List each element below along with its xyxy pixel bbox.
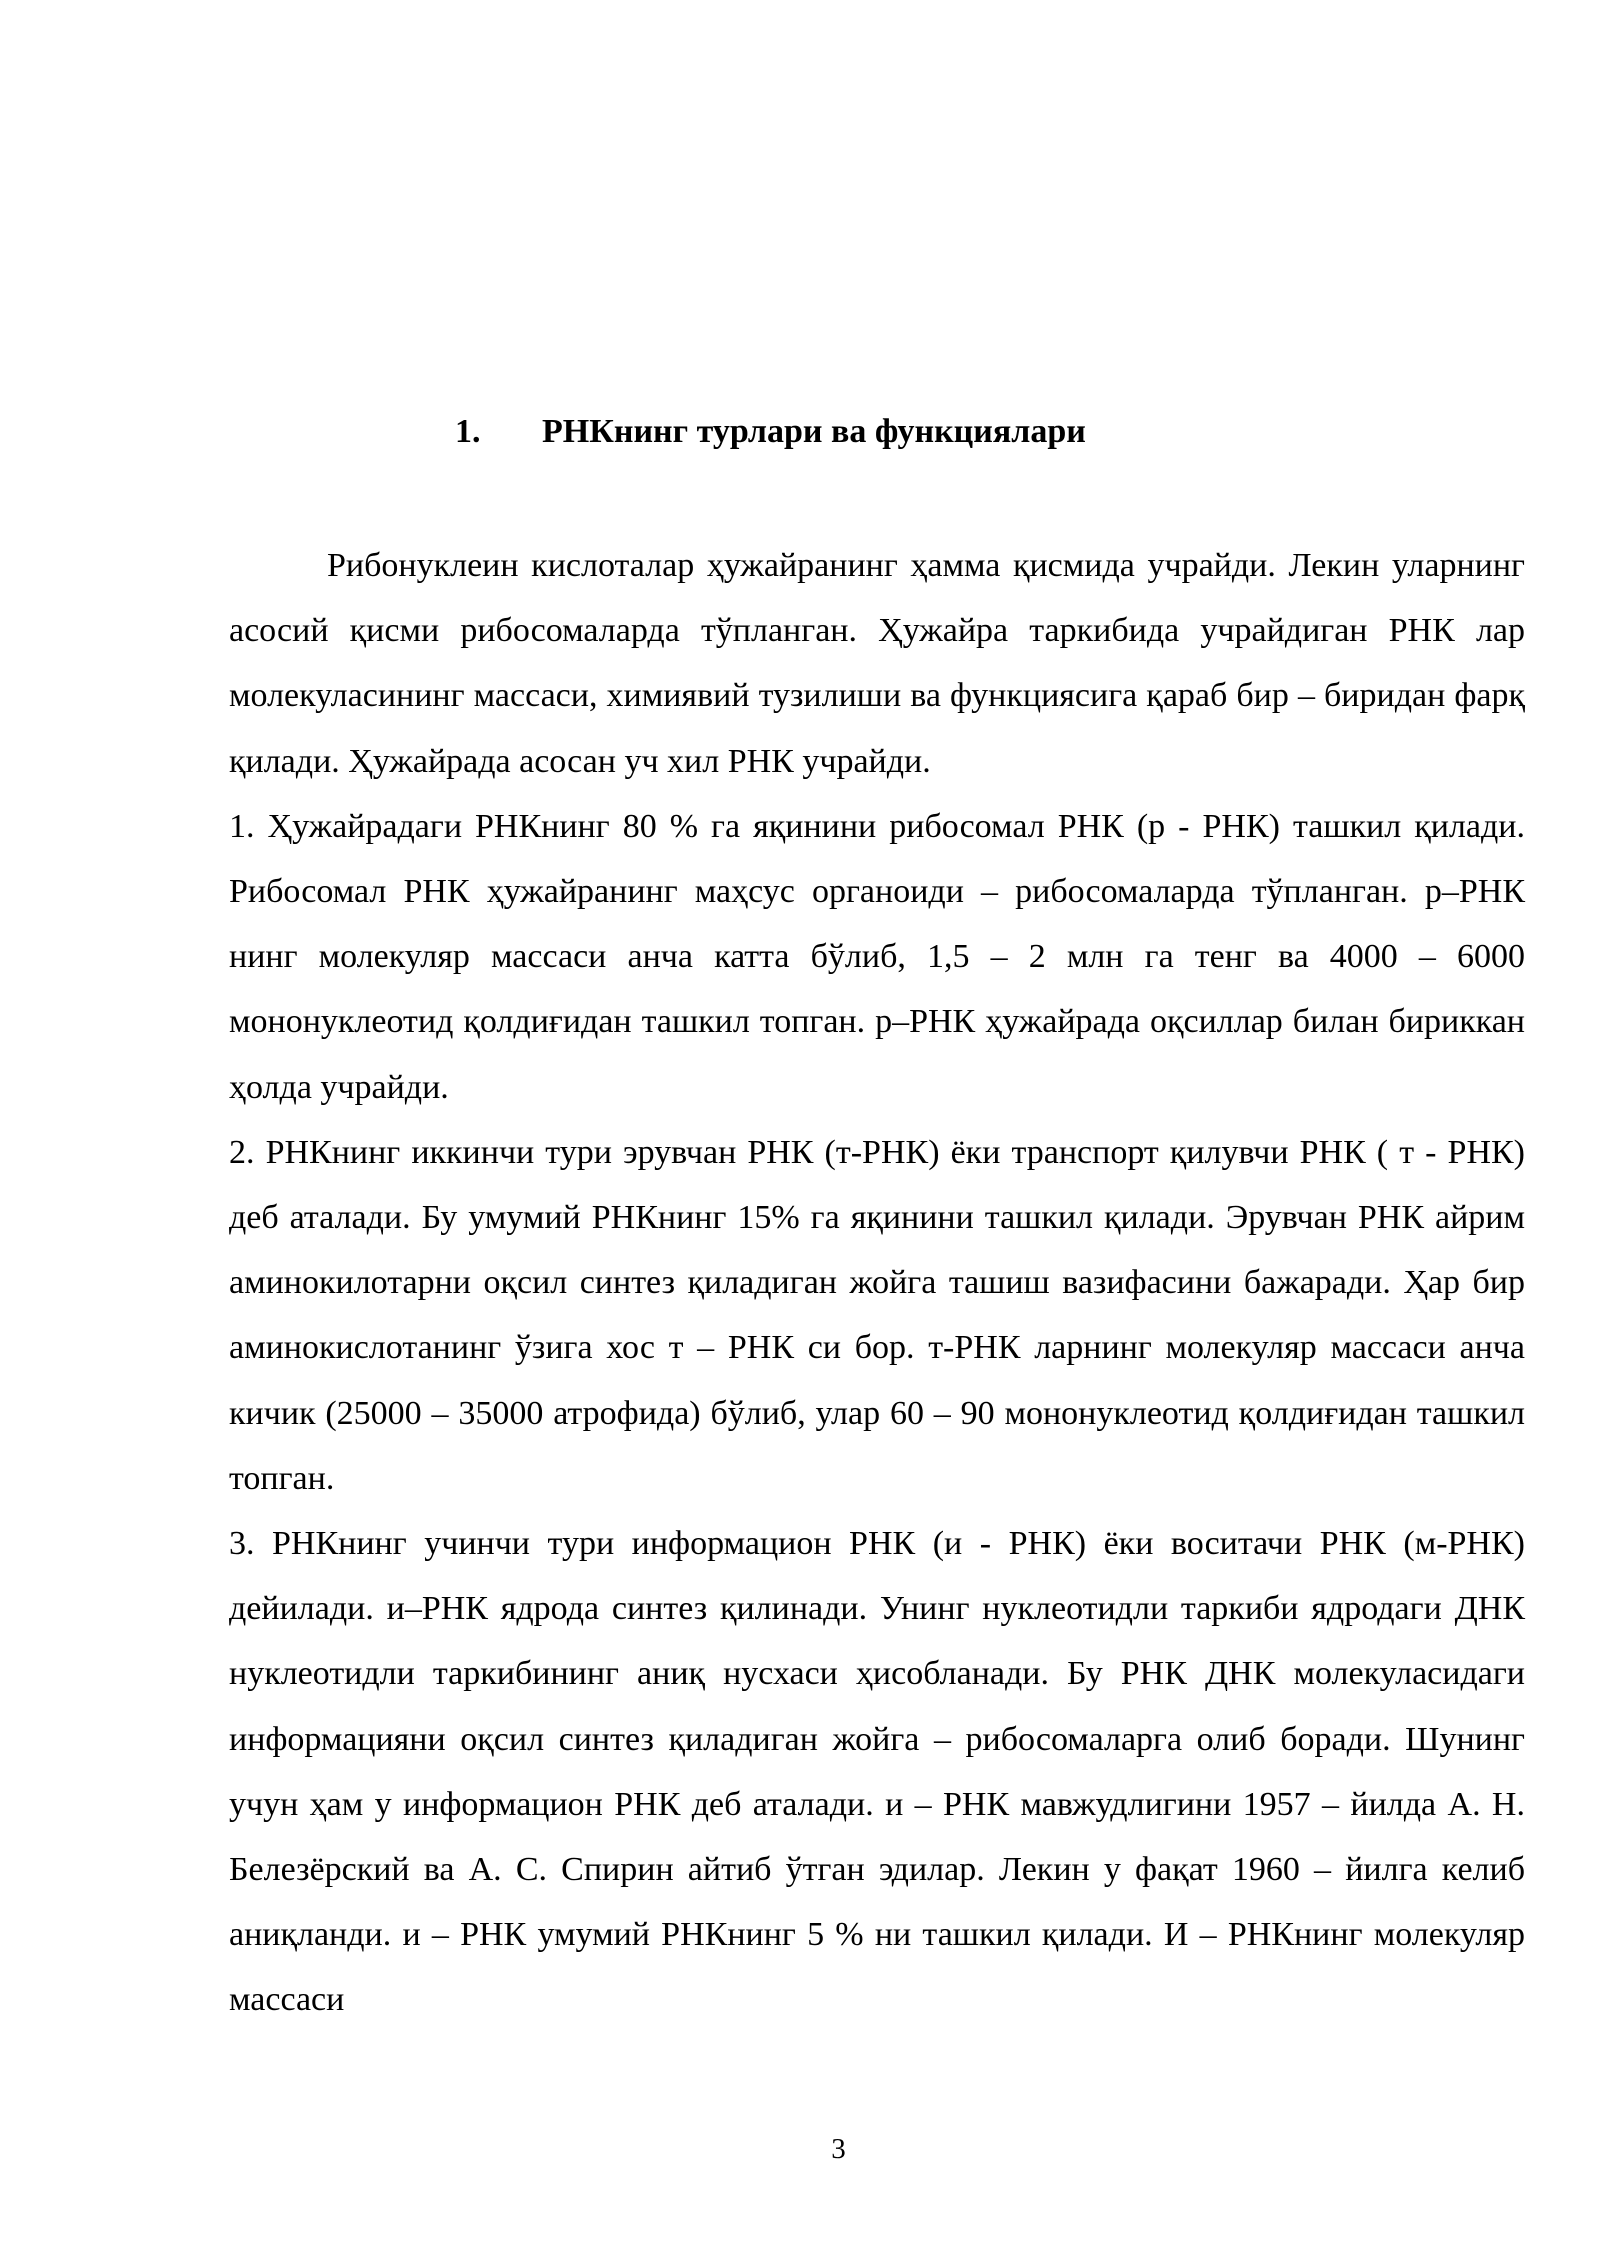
section-heading bbox=[455, 412, 1086, 452]
paragraph-trna: 2. РНКнинг иккинчи тури эрувчан РНК (т-РНК) ёки транспорт қилувчи РНК ( т - РНК) деб аталади. Бу умумий РНКнинг 15% га яқинини ташкил қилади. Эрувчан РНК айрим аминокилотарни оқсил синтез қиладиган жойга ташиш вазифасини бажаради. Ҳар бир аминокислотанинг ўзига хос т – РНК си бор. т-РНК ларнинг молекуляр массаси анча кичик (25000 – 35000 атрофида) бўлиб, улар 60 – 90 мононуклеотид қолдиғидан ташкил топган. bbox=[229, 1133, 1525, 1497]
paragraph-mrna: 3. РНКнинг учинчи тури информацион РНК (и - РНК) ёки воситачи РНК (м-РНК) дейилади. и–РНК ядрода синтез қилинади. Унинг нуклеотидли таркиби ядродаги ДНК нуклеотидли таркибининг аниқ нусхаси ҳисобланади. Бу РНК ДНК молекуласидаги информацияни оқсил синтез қиладиган жойга – рибосомаларга олиб боради. Шунинг учун ҳам у информацион РНК деб аталади. и – РНК мавжудлигини 1957 – йилда А. Н. Белезёрский ва А. С. Спирин айтиб ўтган эдилар. Лекин у фақат 1960 – йилга келиб аниқланди. и – РНК умумий РНКнинг 5 % ни ташкил қилади. И – РНКнинг молекуляр массаси bbox=[229, 1525, 1525, 2019]
section-number: 1. bbox=[455, 413, 481, 450]
intro-paragraph: Рибонуклеин кислоталар ҳужайранинг ҳамма қисмида учрайди. Лекин уларнинг асосий қисми рибосомаларда тўпланган. Ҳужайра таркибида учрайдиган РНК лар молекуласининг массаси, химиявий тузилиши ва функциясига қараб бир – биридан фарқ қилади. Ҳужайрада асосан уч хил РНК учрайди. bbox=[229, 547, 1525, 780]
body-text bbox=[229, 533, 1525, 2033]
paragraph-rrna: 1. Ҳужайрадаги РНКнинг 80 % га яқинини рибосомал РНК (р - РНК) ташкил қилади. Рибосомал РНК ҳужайранинг маҳсус органоиди – рибосомаларда тўпланган. р–РНК нинг молекуляр массаси анча катта бўлиб, 1,5 – 2 млн га тенг ва 4000 – 6000 мононуклеотид қолдиғидан ташкил топган. р–РНК ҳужайрада оқсиллар билан бириккан ҳолда учрайди. bbox=[229, 807, 1525, 1106]
page-number: 3 bbox=[831, 2133, 846, 2165]
section-title: РНКнинг турлари ва функциялари bbox=[542, 413, 1086, 450]
